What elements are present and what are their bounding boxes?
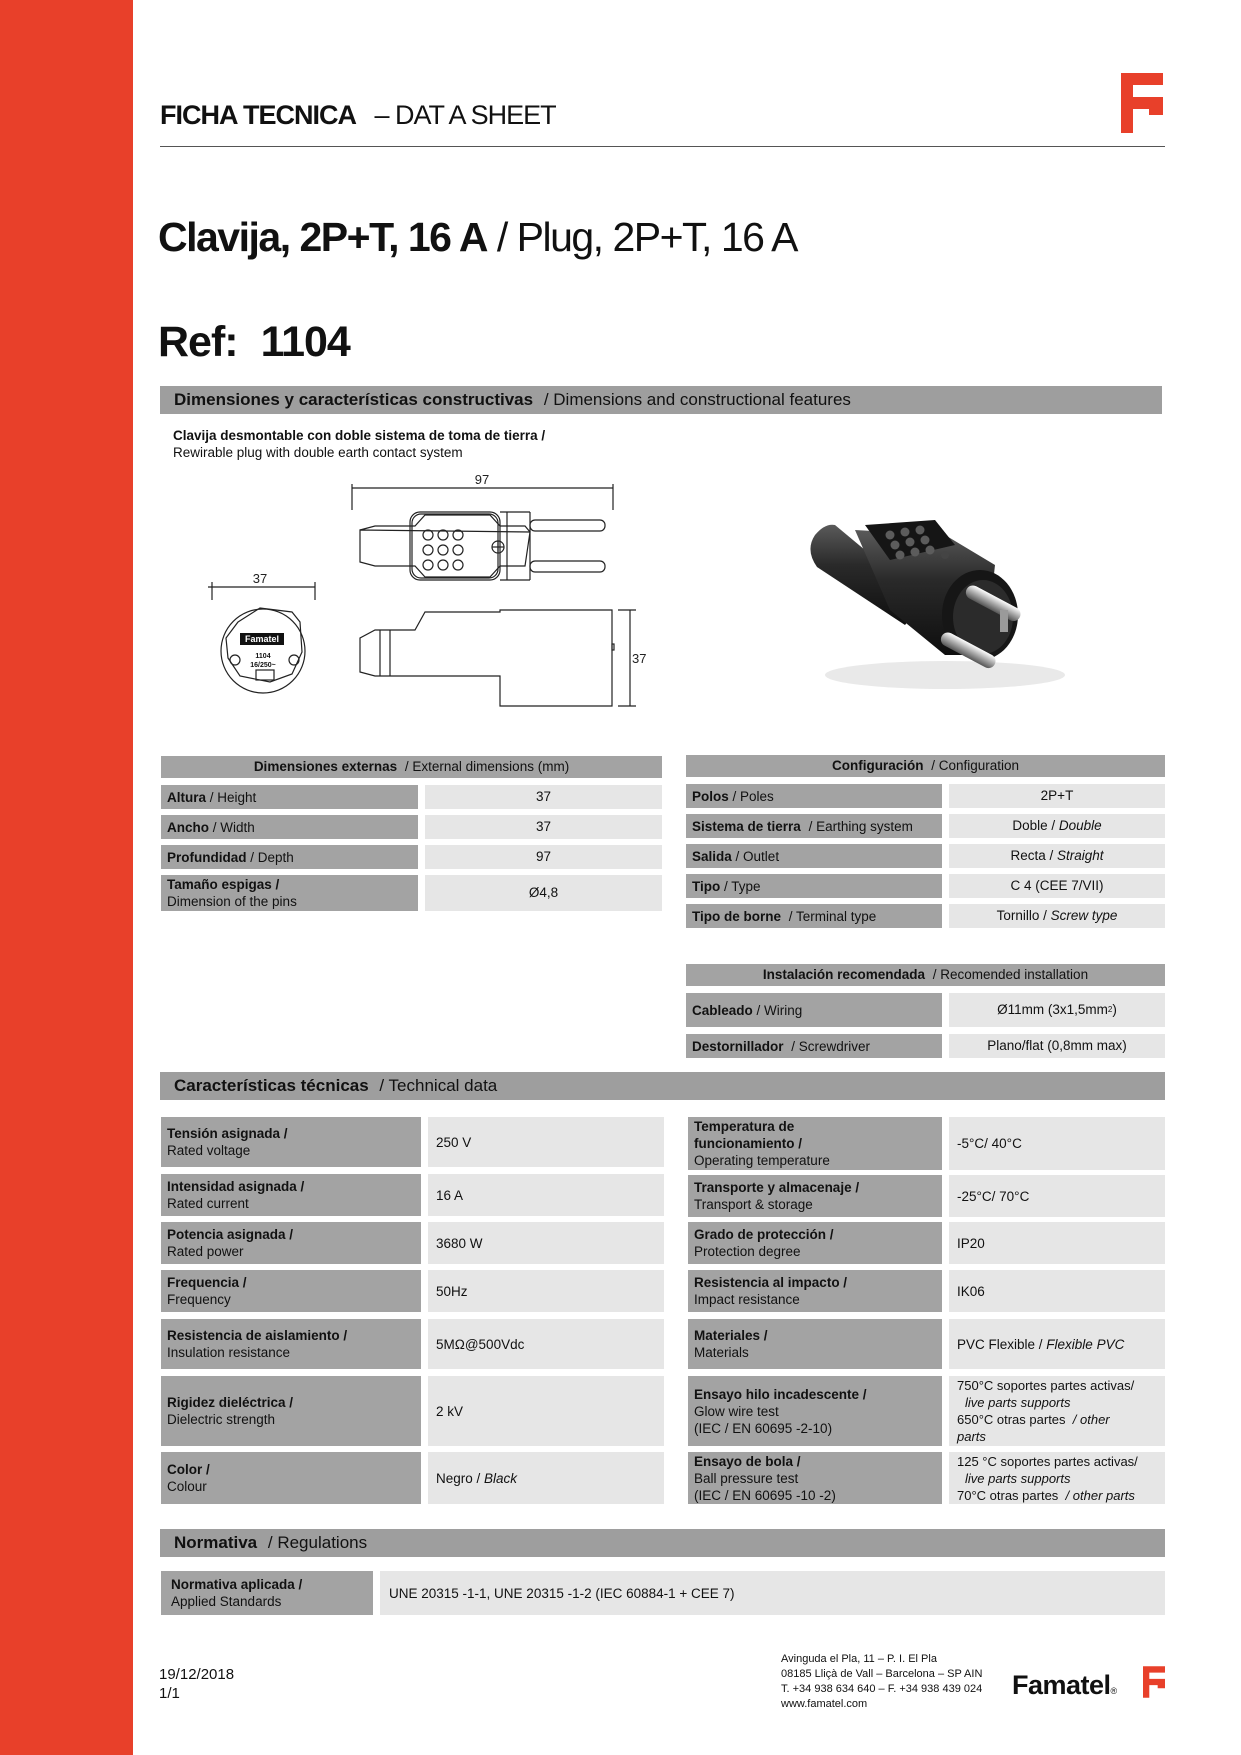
dimensions-description	[173, 427, 545, 461]
product-title	[158, 214, 797, 261]
ext-width-value: 37	[425, 815, 662, 839]
technical-title-es: Características técnicas	[174, 1076, 369, 1095]
tech-power-value	[428, 1222, 664, 1264]
product-ref	[158, 318, 350, 367]
famatel-logo-icon	[1121, 73, 1163, 133]
tech-protection-label	[688, 1222, 942, 1264]
ext-row-depth-label	[161, 845, 418, 869]
config-type-value-text: C 4 (CEE 7/VII)	[1010, 878, 1104, 893]
ext-row-width-label	[161, 815, 418, 839]
product-photo	[795, 505, 1085, 705]
tech-frequency-en: Frequency	[167, 1292, 231, 1307]
tech-ballpressure-v1: 125 °C soportes partes activas/	[957, 1453, 1138, 1469]
face-ref-text: 1104	[255, 653, 271, 660]
description-en: Rewirable plug with double earth contact system	[173, 445, 463, 460]
install-wiring-sup: 2	[1107, 1005, 1113, 1014]
config-terminal-value-it: Screw type	[1050, 908, 1118, 923]
address-line-2: 08185 Lliçà de Vall – Barcelona – SP AIN	[781, 1668, 983, 1680]
config-outlet-value	[949, 844, 1165, 868]
tech-operating-temp-es: Temperatura de funcionamiento /	[694, 1119, 802, 1151]
address-line-3: T. +34 938 634 640 – F. +34 938 439 024	[781, 1683, 983, 1695]
ref-value: 1104	[260, 318, 350, 366]
face-rating-text: 16/250~	[250, 662, 276, 669]
product-name-en: / Plug, 2P+T, 16 A	[496, 214, 797, 260]
regulations-title-en: / Regulations	[267, 1533, 368, 1552]
ext-height-es: Altura	[167, 789, 207, 805]
install-wiring-tail: )	[1112, 1002, 1117, 1017]
ref-label: Ref:	[158, 318, 238, 366]
tech-voltage-value	[428, 1117, 664, 1167]
config-terminal-en: / Terminal type	[788, 908, 877, 924]
tech-glowwire-label	[688, 1376, 942, 1446]
regulations-value	[380, 1571, 1165, 1615]
ext-width-es: Ancho	[167, 819, 209, 835]
config-type-value	[949, 874, 1165, 898]
footer-brand-name: Famatel	[1012, 1670, 1111, 1700]
address-line-1: Avinguda el Pla, 11 – P. I. El Pla	[781, 1653, 937, 1665]
tech-ballpressure-v4: / other parts	[1065, 1487, 1135, 1503]
footer-brand-reg: ®	[1110, 1686, 1117, 1696]
config-outlet-es: Salida	[692, 848, 732, 864]
install-screwdriver-es: Destornillador	[692, 1038, 784, 1054]
dim-length-label: 97	[474, 472, 490, 487]
tech-glowwire-en: Glow wire test	[694, 1403, 779, 1419]
tech-glowwire-v1: 750°C soportes partes activas/	[957, 1378, 1135, 1393]
tech-current-label	[161, 1174, 421, 1216]
product-name-es: Clavija, 2P+T, 16 A	[158, 214, 487, 260]
tech-glowwire-v5: parts	[957, 1429, 986, 1444]
tech-materials-es: Materiales /	[694, 1328, 768, 1343]
ext-depth-en: / Depth	[250, 849, 294, 865]
tech-glowwire-value	[949, 1376, 1165, 1446]
tech-transport-value-text: -25°C/ 70°C	[957, 1188, 1030, 1204]
config-poles-label	[686, 784, 942, 808]
tech-current-value	[428, 1174, 664, 1216]
tech-impact-value-text: IK06	[957, 1283, 985, 1299]
footer-date: 19/12/2018	[159, 1666, 235, 1683]
technical-section-bar	[160, 1072, 1165, 1100]
install-wiring-value	[949, 993, 1165, 1027]
ext-row-pins-label	[161, 875, 418, 911]
config-outlet-label	[686, 844, 942, 868]
tech-voltage-es: Tensión asignada /	[167, 1126, 288, 1141]
sheet-title	[160, 100, 556, 131]
config-earthing-label	[686, 814, 942, 838]
tech-glowwire-en2: (IEC / EN 60695 -2-10)	[694, 1420, 833, 1436]
footer-page: 1/1	[159, 1685, 180, 1702]
dimensions-title-es: Dimensiones y características constructivas	[174, 390, 534, 409]
sheet-title-rest: – DAT A SHEET	[374, 100, 556, 130]
tech-operating-temp-value-text: -5°C/ 40°C	[957, 1136, 1022, 1151]
sheet-title-bold: FICHA TECNICA	[160, 100, 356, 130]
tech-ballpressure-es: Ensayo de bola /	[694, 1453, 801, 1469]
config-terminal-value	[949, 904, 1165, 928]
dim-height-label: 37	[632, 651, 647, 666]
tech-power-es: Potencia asignada /	[167, 1227, 294, 1242]
tech-frequency-value	[428, 1270, 664, 1312]
tech-materials-en: Materials	[694, 1345, 749, 1360]
config-earthing-value-it: Double	[1058, 818, 1102, 833]
description-es: Clavija desmontable con doble sistema de toma de tierra /	[173, 428, 546, 443]
tech-voltage-label	[161, 1117, 421, 1167]
tech-voltage-en: Rated voltage	[167, 1143, 251, 1158]
tech-current-en: Rated current	[167, 1196, 249, 1211]
ext-pins-es: Tamaño espigas /	[167, 877, 280, 892]
tech-transport-es: Transporte y almacenaje /	[694, 1180, 860, 1195]
tech-dielectric-value	[428, 1376, 664, 1446]
external-dims-header-en: / External dimensions (mm)	[404, 759, 570, 774]
tech-impact-value	[949, 1270, 1165, 1312]
tech-glowwire-v3: 650°C otras partes	[957, 1412, 1066, 1427]
tech-insulation-value-text: 5MΩ@500Vdc	[436, 1336, 525, 1352]
tech-materials-value	[949, 1319, 1165, 1369]
address-line-4: www.famatel.com	[781, 1698, 868, 1710]
tech-current-es: Intensidad asignada /	[167, 1179, 305, 1194]
dimensions-title-en: / Dimensions and constructional features	[543, 390, 851, 409]
config-poles-es: Polos	[692, 788, 729, 804]
installation-header	[686, 964, 1165, 986]
tech-impact-en: Impact resistance	[694, 1292, 800, 1307]
configuration-header-en: / Configuration	[931, 758, 1020, 773]
installation-header-es: Instalación recomendada	[762, 967, 925, 982]
config-poles-value	[949, 784, 1165, 808]
install-screwdriver-value	[949, 1034, 1165, 1058]
tech-glowwire-v2: live parts supports	[965, 1395, 1071, 1410]
tech-insulation-label	[161, 1319, 421, 1369]
tech-protection-es: Grado de protección /	[694, 1227, 834, 1242]
external-dims-header	[161, 756, 662, 778]
config-outlet-value-text: Recta /	[1010, 848, 1054, 863]
regulations-value-text: UNE 20315 -1-1, UNE 20315 -1-2 (IEC 60884-1 + CEE 7)	[389, 1585, 735, 1601]
tech-ballpressure-en: Ball pressure test	[694, 1470, 799, 1486]
tech-power-value-text: 3680 W	[436, 1235, 483, 1251]
tech-voltage-value-text: 250 V	[436, 1134, 472, 1150]
dim-width-label: 37	[252, 571, 268, 586]
config-poles-en: / Poles	[732, 788, 774, 804]
config-earthing-en: / Earthing system	[808, 818, 913, 834]
config-type-en: / Type	[724, 878, 761, 894]
install-wiring-value-text: Ø11mm (3x1,5mm	[997, 1002, 1108, 1017]
config-type-es: Tipo	[692, 878, 721, 894]
config-earthing-value	[949, 814, 1165, 838]
tech-dielectric-label	[161, 1376, 421, 1446]
tech-impact-es: Resistencia al impacto /	[694, 1275, 848, 1290]
tech-glowwire-v4: / other	[1072, 1412, 1110, 1427]
installation-header-en: / Recomended installation	[932, 967, 1089, 982]
tech-insulation-en: Insulation resistance	[167, 1345, 291, 1360]
tech-glowwire-es: Ensayo hilo incadescente /	[694, 1386, 867, 1402]
tech-materials-value-it: Flexible PVC	[1046, 1336, 1125, 1352]
regulations-label	[161, 1571, 373, 1615]
header-divider	[160, 146, 1165, 147]
configuration-header	[686, 755, 1165, 777]
ext-height-value: 37	[425, 785, 662, 809]
install-screwdriver-en: / Screwdriver	[791, 1038, 871, 1054]
regulations-section-bar	[160, 1529, 1165, 1557]
external-dims-header-es: Dimensiones externas	[253, 759, 398, 774]
ext-pins-en: Dimension of the pins	[167, 894, 297, 909]
tech-transport-value	[949, 1175, 1165, 1217]
tech-color-value-text: Negro /	[436, 1470, 481, 1486]
tech-operating-temp-en: Operating temperature	[694, 1153, 830, 1168]
footer-meta	[159, 1665, 234, 1703]
tech-color-label	[161, 1452, 421, 1504]
tech-frequency-label	[161, 1270, 421, 1312]
configuration-header-es: Configuración	[831, 758, 924, 773]
tech-transport-label	[688, 1175, 942, 1217]
tech-dielectric-es: Rigidez dieléctrica /	[167, 1395, 294, 1410]
tech-ballpressure-label	[688, 1452, 942, 1504]
tech-dielectric-en: Dielectric strength	[167, 1412, 276, 1427]
brand-side-bar	[0, 0, 133, 1755]
tech-protection-en: Protection degree	[694, 1244, 801, 1259]
regulations-label-en: Applied Standards	[171, 1594, 282, 1609]
tech-insulation-value	[428, 1319, 664, 1369]
technical-title-en: / Technical data	[379, 1076, 498, 1095]
config-type-label	[686, 874, 942, 898]
install-screwdriver-value-text: Plano/flat (0,8mm max)	[987, 1038, 1127, 1053]
footer-brand	[1012, 1670, 1117, 1701]
install-wiring-es: Cableado	[692, 1002, 753, 1018]
tech-color-es: Color /	[167, 1462, 210, 1477]
config-earthing-value-text: Doble /	[1012, 818, 1056, 833]
tech-insulation-es: Resistencia de aislamiento /	[167, 1328, 348, 1343]
technical-drawing	[200, 470, 650, 720]
face-brand-text: Famatel	[244, 634, 280, 644]
tech-color-en: Colour	[167, 1479, 207, 1494]
tech-ballpressure-value	[949, 1452, 1165, 1504]
regulations-title-es: Normativa	[174, 1533, 258, 1552]
tech-ballpressure-en2: (IEC / EN 60695 -10 -2)	[694, 1487, 836, 1503]
footer-address	[781, 1652, 982, 1712]
tech-ballpressure-v2: live parts supports	[965, 1470, 1071, 1486]
ext-depth-es: Profundidad	[167, 849, 247, 865]
footer-logo-icon	[1143, 1666, 1165, 1698]
tech-protection-value-text: IP20	[957, 1235, 985, 1251]
config-outlet-value-it: Straight	[1057, 848, 1104, 863]
tech-current-value-text: 16 A	[436, 1187, 464, 1203]
ext-height-en: / Height	[209, 789, 257, 805]
tech-frequency-value-text: 50Hz	[436, 1283, 468, 1299]
tech-power-label	[161, 1222, 421, 1264]
tech-materials-label	[688, 1319, 942, 1369]
config-terminal-label	[686, 904, 942, 928]
ext-row-height-label	[161, 785, 418, 809]
tech-operating-temp-value	[949, 1117, 1165, 1170]
tech-color-value-it: Black	[484, 1470, 518, 1486]
install-wiring-label	[686, 993, 942, 1027]
tech-frequency-es: Frequencia /	[167, 1275, 247, 1290]
regulations-label-es: Normativa aplicada /	[171, 1577, 303, 1592]
ext-width-en: / Width	[212, 819, 255, 835]
config-terminal-value-text: Tornillo /	[996, 908, 1047, 923]
install-screwdriver-label	[686, 1034, 942, 1058]
tech-operating-temp-label	[688, 1117, 942, 1170]
tech-power-en: Rated power	[167, 1244, 244, 1259]
tech-protection-value	[949, 1222, 1165, 1264]
tech-ballpressure-v3: 70°C otras partes	[957, 1487, 1059, 1503]
tech-color-value	[428, 1452, 664, 1504]
config-earthing-es: Sistema de tierra	[692, 818, 801, 834]
ext-depth-value: 97	[425, 845, 662, 869]
config-poles-value-text: 2P+T	[1040, 788, 1074, 803]
dimensions-section-bar	[160, 386, 1162, 414]
tech-dielectric-value-text: 2 kV	[436, 1403, 464, 1419]
tech-materials-value-text: PVC Flexible /	[957, 1336, 1043, 1352]
config-outlet-en: / Outlet	[735, 848, 780, 864]
tech-impact-label	[688, 1270, 942, 1312]
install-wiring-en: / Wiring	[756, 1002, 803, 1018]
config-terminal-es: Tipo de borne	[692, 908, 782, 924]
ext-pins-value: Ø4,8	[425, 875, 662, 911]
tech-transport-en: Transport & storage	[694, 1197, 813, 1212]
